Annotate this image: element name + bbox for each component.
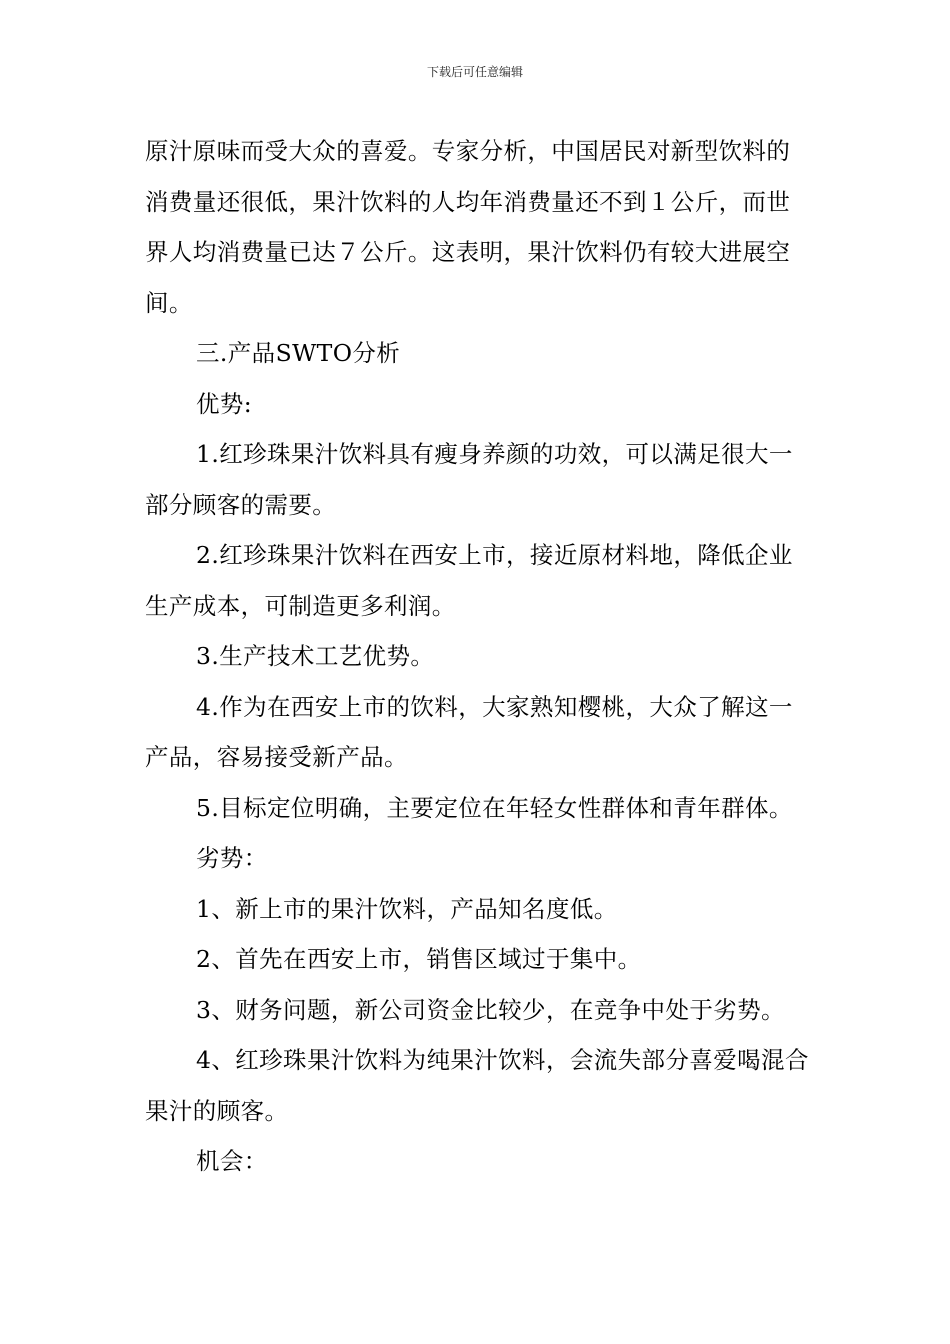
page-header-note: 下载后可任意编辑 bbox=[426, 65, 523, 79]
strength-item-2: 2.红珍珠果汁饮料在西安上市，接近原材料地，降低企业生产成本，可制造更多利润。 bbox=[145, 541, 793, 620]
subheading-strengths: 优势: bbox=[196, 389, 253, 418]
subheading-weaknesses: 劣势： bbox=[196, 844, 268, 872]
weakness-item-2: 2、首先在西安上市，销售区域过于集中。 bbox=[196, 945, 642, 973]
strength-item-1: 1.红珍珠果汁饮料具有瘦身养颜的功效，可以满足很大一部分顾客的需要。 bbox=[145, 440, 793, 519]
strength-item-5: 5.目标定位明确，主要定位在年轻女性群体和青年群体。 bbox=[196, 793, 793, 822]
section-heading-swot: 三.产品SWTO分析 bbox=[196, 339, 401, 367]
document-body bbox=[145, 126, 810, 1187]
subheading-opportunities: 机会： bbox=[196, 1147, 268, 1175]
weakness-item-1: 1、新上市的果汁饮料，产品知名度低。 bbox=[196, 894, 618, 923]
paragraph-market-analysis: 原汁原味而受大众的喜爱。专家分析，中国居民对新型饮料的消费量还很低，果汁饮料的人均年消费量还不到１公斤，而世界人均消费量已达７公斤。这表明，果汁饮料仍有较大进展空间。 bbox=[145, 137, 791, 317]
strength-item-4: 4.作为在西安上市的饮料，大家熟知樱桃，大众了解这一产品，容易接受新产品。 bbox=[145, 692, 793, 771]
strength-item-3: 3.生产技术工艺优势。 bbox=[196, 642, 435, 670]
weakness-item-3: 3、财务问题，新公司资金比较少，在竞争中处于劣势。 bbox=[196, 995, 785, 1024]
weakness-item-4: 4、红珍珠果汁饮料为纯果汁饮料，会流失部分喜爱喝混合果汁的顾客。 bbox=[145, 1046, 809, 1125]
